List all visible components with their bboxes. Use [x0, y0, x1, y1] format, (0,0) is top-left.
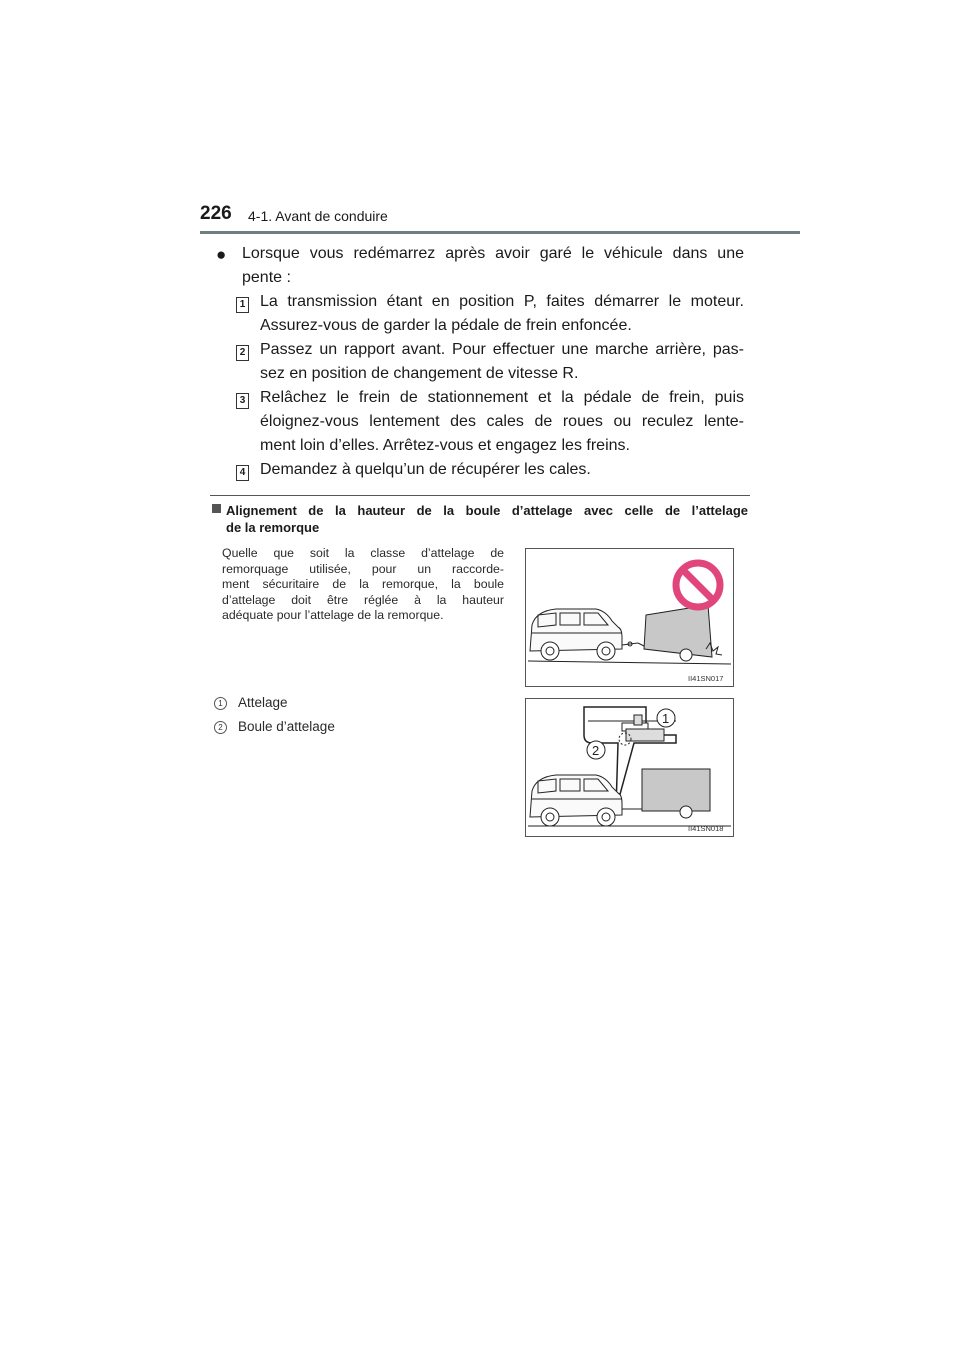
step-1-line-1: La transmission étant en position P, faites démarrer le moteur. — [260, 293, 744, 310]
bullet-text-line-1: Lorsque vous redémarrez après avoir garé le véhicule dans une — [242, 245, 744, 262]
subsection-title-line-1: Alignement de la hauteur de la boule d’attelage avec celle de l’attelage — [226, 503, 748, 518]
legend-number-1: 1 — [214, 697, 227, 710]
callout-2-icon — [587, 741, 605, 759]
step-number-4: 4 — [236, 465, 249, 481]
prohibition-icon — [676, 563, 720, 607]
legend-text-1: Attelage — [238, 695, 288, 710]
figure-hitch-ball-detail — [525, 698, 734, 837]
page-number: 226 — [200, 203, 232, 224]
step-2-line-2: sez en position de changement de vitesse R. — [260, 365, 579, 382]
callout-1-icon — [657, 709, 675, 727]
step-3-line-1: Relâchez le frein de stationnement et la pédale de frein, puis — [260, 389, 744, 406]
callout-1-label: 1 — [662, 711, 670, 726]
paragraph-line-5: adéquate pour l’attelage de la remorque. — [222, 608, 444, 622]
step-2-text — [260, 338, 744, 386]
step-3-line-3: ment loin d’elles. Arrêtez-vous et engagez les freins. — [260, 437, 630, 454]
step-number-2: 2 — [236, 345, 249, 361]
section-title: 4-1. Avant de conduire — [248, 208, 388, 224]
subsection-rule — [210, 495, 750, 496]
ground-line — [528, 661, 731, 664]
paragraph-line-4: d’attelage doit être réglée à la hauteur — [222, 592, 504, 607]
figure-2-code: II41SN018 — [688, 824, 724, 833]
paragraph-line-1: Quelle que soit la classe d’attelage de — [222, 546, 504, 560]
van-icon — [530, 775, 622, 826]
step-4-text — [260, 458, 744, 482]
step-1-line-2: Assurez-vous de garder la pédale de frein enfoncée. — [260, 317, 632, 334]
bullet-text-line-2: pente : — [242, 269, 291, 286]
callout-2-label: 2 — [592, 743, 600, 758]
subsection-square-icon — [212, 504, 221, 513]
paragraph-line-3: ment sécuritaire de la remorque, la boule — [222, 577, 504, 591]
subsection-title-line-2: de la remorque — [226, 520, 320, 535]
step-1-text — [260, 290, 744, 338]
step-number-1: 1 — [236, 297, 249, 313]
step-3-text — [260, 386, 744, 458]
bullet-icon: ● — [216, 245, 227, 264]
legend-number-2: 2 — [214, 721, 227, 734]
step-4-line-1: Demandez à quelqu’un de récupérer les cales. — [260, 461, 591, 478]
figure-1-drawing — [526, 549, 733, 686]
figure-1-code: II41SN017 — [688, 674, 724, 683]
van-icon — [530, 609, 622, 660]
subsection-title — [226, 502, 748, 536]
subsection-paragraph — [222, 546, 504, 624]
paragraph-line-2: remorquage utilisée, pour un raccorde- — [222, 561, 504, 576]
step-2-line-1: Passez un rapport avant. Pour effectuer une marche arrière, pas- — [260, 341, 744, 358]
hitch-connection-icon — [622, 642, 646, 647]
legend-text-2: Boule d’attelage — [238, 719, 335, 734]
figure-2-drawing — [526, 699, 733, 836]
trailer-icon — [642, 769, 710, 818]
step-3-line-2: éloignez-vous lentement des cales de roues ou reculez lente- — [260, 413, 744, 430]
step-number-3: 3 — [236, 393, 249, 409]
header-rule — [200, 231, 800, 234]
trailer-icon — [644, 605, 722, 661]
figure-incorrect-hitch-height — [525, 548, 734, 687]
